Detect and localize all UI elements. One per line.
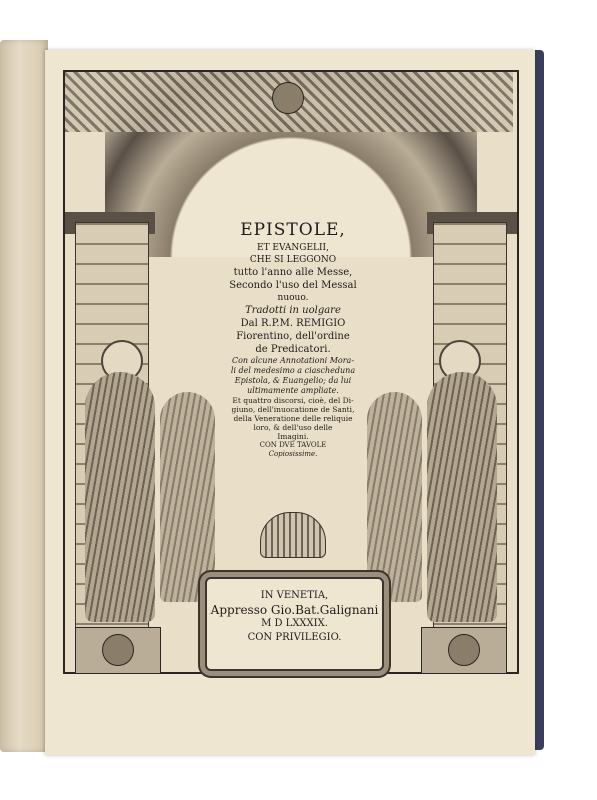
lion-mask-right	[448, 634, 480, 666]
title-line: giuno, dell'inuocatione de Santi,	[231, 405, 355, 414]
imprint-publisher: Appresso Gio.Bat.Galignani	[210, 603, 379, 617]
imprint-privilege: CON PRIVILEGIO.	[247, 632, 342, 643]
title-line: loro, & dell'uso delle	[253, 423, 333, 432]
book-title: EPISTOLE,	[240, 220, 346, 240]
title-line: nuouo.	[277, 293, 309, 303]
title-page	[45, 50, 535, 755]
right-pedestal	[421, 627, 507, 674]
title-line: Secondo l'uso del Messal	[229, 280, 357, 291]
title-line: Tradotti in uolgare	[245, 305, 341, 316]
left-secondary-figure	[160, 392, 215, 602]
cherub-head-top	[272, 82, 304, 114]
title-line: de Predicatori.	[255, 344, 331, 355]
title-line: CON DVE TAVOLE	[259, 441, 327, 449]
title-block	[213, 220, 373, 459]
book	[0, 30, 597, 760]
lion-mask-left	[102, 634, 134, 666]
title-line: della Veneratione delle reliquie	[233, 414, 353, 423]
imprint-city: IN VENETIA,	[260, 590, 329, 601]
title-line: Et quattro discorsi, cioè, del Di-	[232, 396, 354, 405]
imprint-cartouche	[205, 577, 384, 671]
author-line: Dal R.P.M. REMIGIO	[240, 318, 346, 329]
title-line: li del medesimo a ciascheduna	[230, 366, 356, 375]
right-saint-figure	[427, 372, 497, 622]
title-line: Con alcune Annotationi Mora-	[231, 356, 355, 365]
title-line: Imagini.	[277, 432, 309, 441]
book-subtitle: ET EVANGELII,	[257, 243, 329, 253]
left-saint-figure	[85, 372, 155, 622]
printer-emblem	[260, 512, 326, 558]
engraved-frame	[63, 70, 519, 674]
imprint-year: M D LXXXIX.	[261, 618, 328, 629]
title-line: ultimamente ampliate.	[247, 386, 339, 395]
title-line: Epistola, & Euangelio; da lui	[234, 376, 352, 385]
book-spine	[0, 40, 48, 752]
title-line: tutto l'anno alle Messe,	[233, 267, 353, 278]
left-pedestal	[75, 627, 161, 674]
title-line: CHE SI LEGGONO	[249, 255, 337, 265]
title-line: Copiosissime.	[268, 450, 318, 458]
right-secondary-figure	[367, 392, 422, 602]
title-line: Fiorentino, dell'ordine	[236, 331, 350, 342]
